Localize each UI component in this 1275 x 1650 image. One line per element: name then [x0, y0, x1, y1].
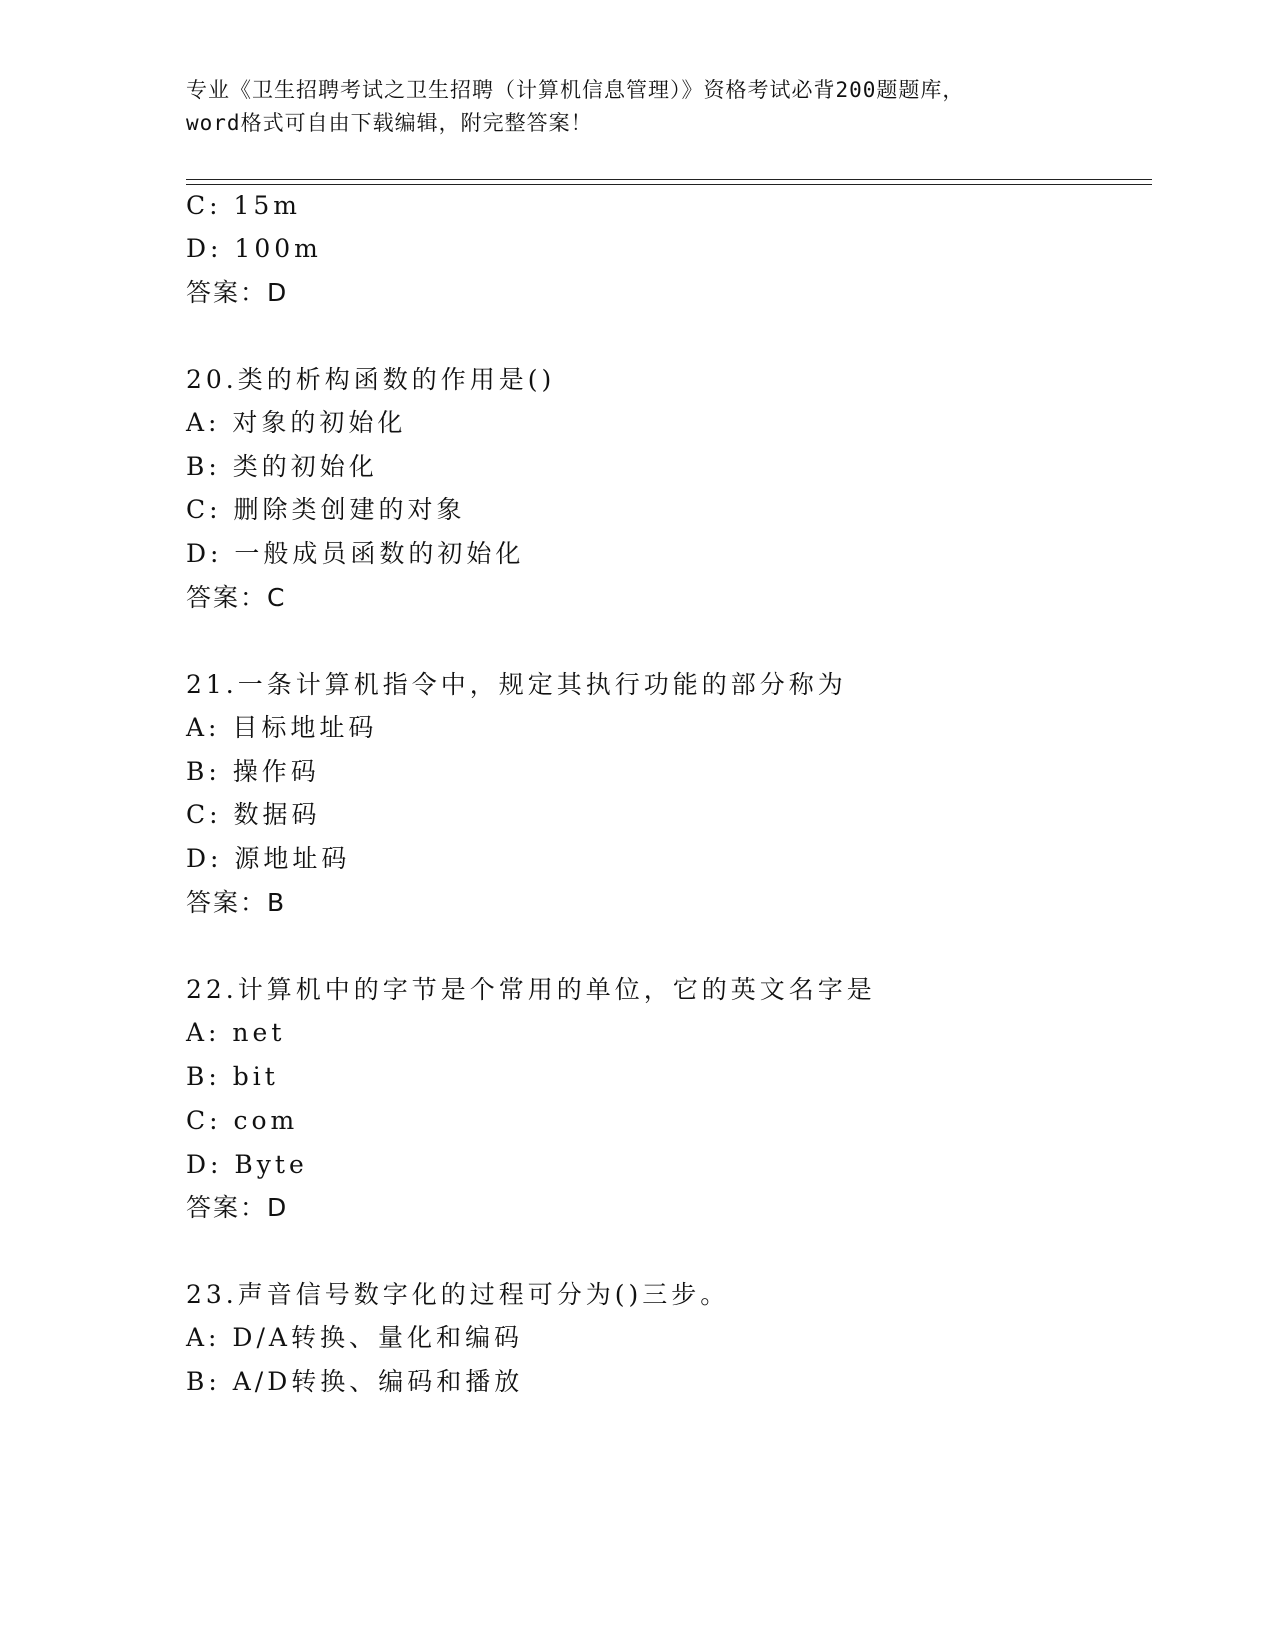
- question-22-option-a: A: net: [186, 1018, 286, 1047]
- question-20-option-b: B: 类的初始化: [186, 452, 378, 481]
- question-23: 23.声音信号数字化的过程可分为()三步。: [186, 1280, 730, 1309]
- header-subtitle-line: word格式可自由下载编辑，附完整答案！: [186, 111, 593, 135]
- question-20-answer: 答案：C: [186, 583, 287, 612]
- question-23-option-b: B: A/D转换、编码和播放: [186, 1367, 524, 1396]
- question-23-option-a: A: D/A转换、量化和编码: [186, 1323, 523, 1352]
- question-20-option-d: D: 一般成员函数的初始化: [186, 539, 525, 568]
- question-22-answer: 答案：D: [186, 1193, 289, 1222]
- question-22: 22.计算机中的字节是个常用的单位，它的英文名字是: [186, 975, 876, 1004]
- document-header: [186, 74, 1086, 140]
- question-21-option-c: C: 数据码: [186, 800, 321, 829]
- question-21-option-b: B: 操作码: [186, 757, 320, 786]
- question-20-option-a: A: 对象的初始化: [186, 408, 407, 437]
- header-title-line: 专业《卫生招聘考试之卫生招聘（计算机信息管理）》资格考试必背200题题库，: [186, 78, 965, 102]
- question-21-option-d: D: 源地址码: [186, 844, 351, 873]
- option-c: C: 15m: [186, 191, 302, 220]
- option-d: D: 100m: [186, 234, 322, 263]
- header-rule-bottom: [186, 184, 1152, 185]
- question-20-option-c: C: 删除类创建的对象: [186, 495, 466, 524]
- question-22-option-c: C: com: [186, 1106, 299, 1135]
- question-22-option-d: D: Byte: [186, 1150, 308, 1179]
- question-21-answer: 答案：B: [186, 888, 287, 917]
- question-22-option-b: B: bit: [186, 1062, 279, 1091]
- question-20: 20.类的析构函数的作用是(): [186, 365, 556, 394]
- answer-label: 答案：D: [186, 278, 289, 307]
- question-21: 21.一条计算机指令中，规定其执行功能的部分称为: [186, 670, 847, 699]
- header-rule-top: [186, 179, 1152, 180]
- question-21-option-a: A: 目标地址码: [186, 713, 378, 742]
